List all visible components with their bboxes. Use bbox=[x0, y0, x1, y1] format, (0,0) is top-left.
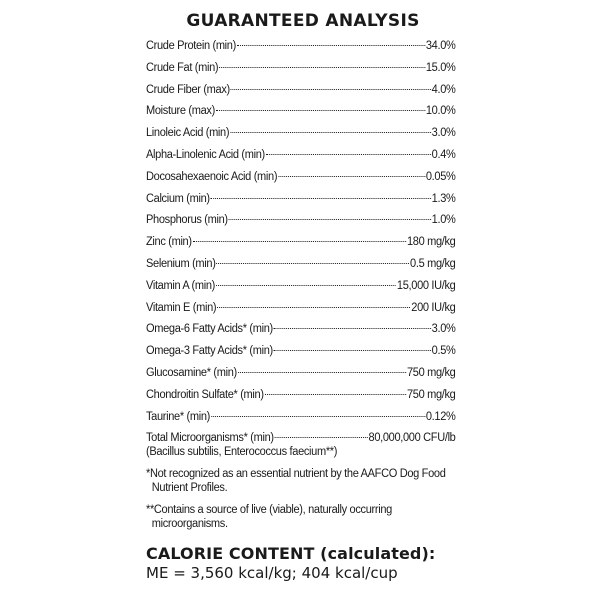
nutrient-name: Omega-3 Fatty Acids* (min) bbox=[146, 345, 273, 358]
nutrient-value: 4.0% bbox=[431, 83, 456, 96]
nutrient-value: 200 IU/kg bbox=[411, 301, 456, 314]
nutrient-name: Calcium (min) bbox=[146, 192, 210, 205]
nutrient-value: 0.5% bbox=[431, 345, 456, 358]
nutrient-value: 0.4% bbox=[431, 148, 456, 161]
nutrient-name: Total Microorganisms* (min) bbox=[146, 432, 274, 445]
dot-leader bbox=[265, 394, 406, 395]
dot-leader bbox=[278, 176, 425, 177]
calorie-content-title: CALORIE CONTENT (calculated): bbox=[146, 544, 436, 563]
analysis-row bbox=[146, 276, 455, 298]
calorie-content-value: ME = 3,560 kcal/kg; 404 kcal/cup bbox=[146, 564, 398, 582]
nutrient-value: 0.5 mg/kg bbox=[410, 257, 456, 270]
dot-leader bbox=[230, 132, 431, 133]
nutrient-value: 15.0% bbox=[425, 61, 456, 74]
nutrient-name: Omega-6 Fatty Acids* (min) bbox=[146, 323, 273, 336]
calorie-content bbox=[146, 544, 466, 583]
nutrient-name: Phosphorus (min) bbox=[146, 214, 228, 227]
dot-leader bbox=[216, 285, 396, 286]
analysis-row bbox=[146, 407, 455, 429]
analysis-row bbox=[146, 123, 455, 145]
nutrient-value: 34.0% bbox=[425, 40, 456, 52]
analysis-row bbox=[146, 298, 455, 320]
analysis-row bbox=[146, 189, 455, 211]
dot-leader bbox=[274, 350, 431, 351]
dot-leader bbox=[231, 89, 431, 90]
dot-leader bbox=[237, 45, 425, 46]
analysis-row bbox=[146, 210, 455, 232]
footnote-line: *Not recognized as an essential nutrient by the AAFCO Dog Food bbox=[146, 468, 446, 481]
footnote-aafco bbox=[146, 467, 444, 495]
analysis-row bbox=[146, 341, 455, 363]
analysis-row bbox=[146, 319, 455, 341]
footnote-line: Nutrient Profiles. bbox=[151, 482, 228, 495]
dot-leader bbox=[274, 328, 431, 329]
nutrient-name: Moisture (max) bbox=[146, 105, 215, 118]
nutrient-name: Selenium (min) bbox=[146, 257, 216, 270]
nutrient-value: 0.12% bbox=[425, 410, 456, 423]
dot-leader bbox=[219, 67, 425, 68]
nutrient-value: 750 mg/kg bbox=[406, 366, 456, 379]
dot-leader bbox=[193, 241, 406, 242]
analysis-row bbox=[146, 36, 455, 58]
footnote-line: microorganisms. bbox=[151, 518, 228, 531]
dot-leader bbox=[217, 307, 410, 308]
dot-leader bbox=[275, 437, 368, 438]
nutrient-value: 10.0% bbox=[425, 105, 456, 118]
nutrient-value: 80,000,000 CFU/lb bbox=[368, 432, 456, 445]
nutrient-value: 3.0% bbox=[431, 127, 456, 140]
microorganisms-note: (Bacillus subtilis, Enterococcus faecium**) bbox=[146, 446, 338, 459]
analysis-row bbox=[146, 232, 455, 254]
dot-leader bbox=[229, 219, 431, 220]
nutrient-name: Alpha-Linolenic Acid (min) bbox=[146, 148, 265, 161]
nutrient-value: 1.0% bbox=[431, 214, 456, 227]
nutrient-name: Zinc (min) bbox=[146, 236, 192, 249]
nutrient-value: 180 mg/kg bbox=[406, 236, 456, 249]
nutrient-value: 3.0% bbox=[431, 323, 456, 336]
dot-leader bbox=[211, 198, 431, 199]
nutrient-name: Glucosamine* (min) bbox=[146, 366, 237, 379]
analysis-row bbox=[146, 58, 455, 80]
nutrient-name: Vitamin E (min) bbox=[146, 301, 217, 314]
nutrient-name: Vitamin A (min) bbox=[146, 279, 215, 292]
nutrient-name: Crude Fiber (max) bbox=[146, 83, 230, 96]
analysis-row bbox=[146, 101, 455, 123]
nutrient-name: Docosahexaenoic Acid (min) bbox=[146, 170, 278, 183]
nutrient-value: 0.05% bbox=[425, 170, 456, 183]
nutrient-name: Linoleic Acid (min) bbox=[146, 127, 230, 140]
analysis-row bbox=[146, 385, 455, 407]
analysis-rows bbox=[146, 36, 456, 459]
dot-leader bbox=[216, 110, 425, 111]
dot-leader bbox=[217, 263, 410, 264]
nutrient-value: 750 mg/kg bbox=[406, 388, 456, 401]
nutrient-value: 15,000 IU/kg bbox=[396, 279, 456, 292]
nutrient-name: Chondroitin Sulfate* (min) bbox=[146, 388, 264, 401]
analysis-row bbox=[146, 145, 455, 167]
nutrient-name: Taurine* (min) bbox=[146, 410, 211, 423]
dot-leader bbox=[238, 372, 406, 373]
analysis-row bbox=[146, 80, 455, 102]
analysis-row bbox=[146, 254, 455, 276]
guaranteed-analysis-panel bbox=[146, 8, 456, 531]
nutrient-name: Crude Fat (min) bbox=[146, 61, 219, 74]
nutrient-value: 1.3% bbox=[431, 192, 456, 205]
footnote-line: **Contains a source of live (viable), naturally occurring bbox=[146, 504, 392, 517]
dot-leader bbox=[211, 416, 425, 417]
analysis-row bbox=[146, 363, 455, 385]
footnote-live-microorganisms bbox=[146, 503, 444, 531]
guaranteed-analysis-title: GUARANTEED ANALYSIS bbox=[186, 11, 420, 31]
nutrient-name: Crude Protein (min) bbox=[146, 40, 236, 52]
dot-leader bbox=[266, 154, 431, 155]
analysis-row bbox=[146, 167, 455, 189]
